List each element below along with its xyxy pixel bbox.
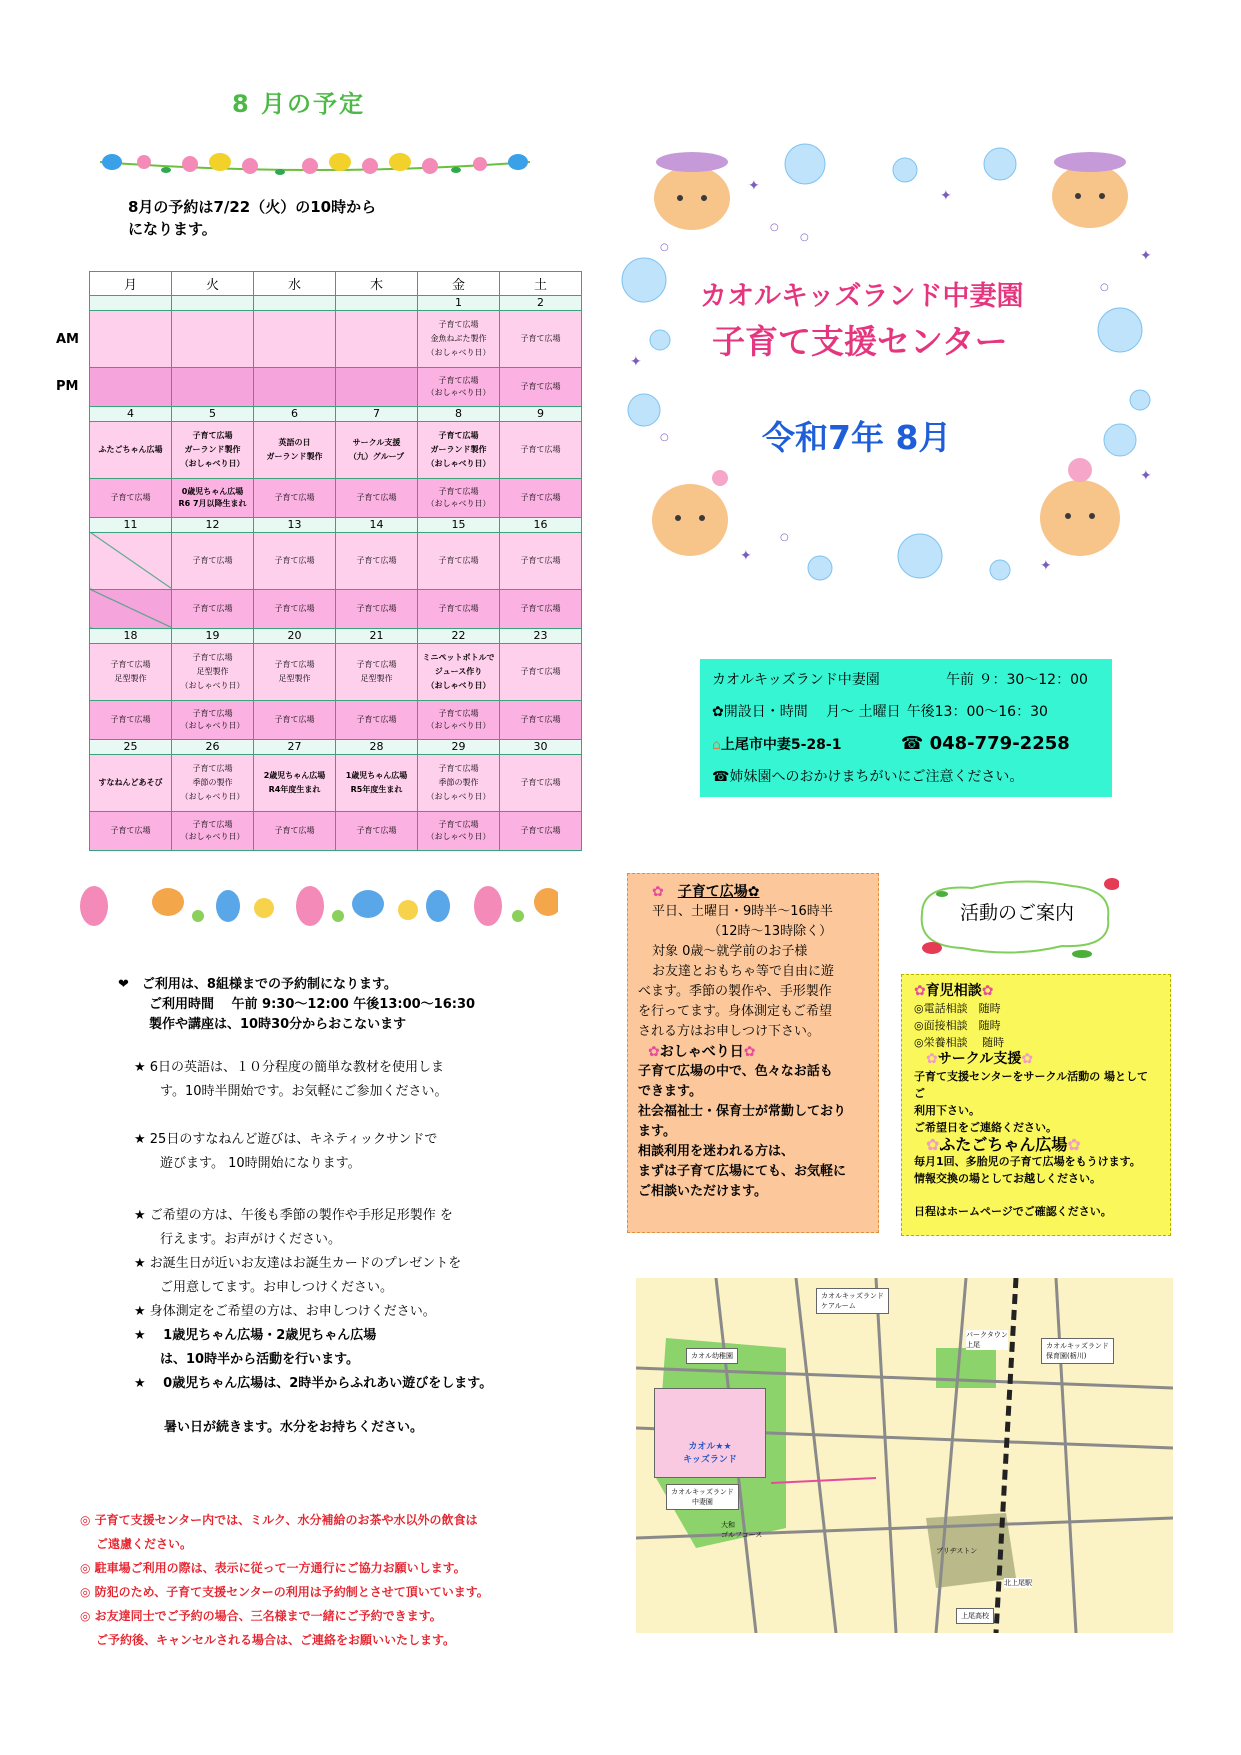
pm-cell xyxy=(172,367,254,406)
flower-garland-decoration xyxy=(100,140,530,184)
pm-cell xyxy=(336,367,418,406)
pm-cell: 子育て広場 （おしゃべり日） xyxy=(418,700,500,739)
circle-title xyxy=(914,1051,1158,1068)
date-cell: 8 xyxy=(418,406,500,421)
caution-text: ☎姉妹園へのおかけまちがいにご注意ください。 xyxy=(712,769,1024,785)
info-row-open xyxy=(712,701,1100,721)
date-row xyxy=(90,406,582,421)
am-cell: 1歳児ちゃん広場 R5年度生まれ xyxy=(336,754,418,811)
note-line: ★ 身体測定をご希望の方は、お申しつけください。 xyxy=(134,1304,436,1319)
am-row xyxy=(90,421,582,478)
address: 上尾市中妻5-28-1 xyxy=(720,737,842,753)
am-cell: 子育て広場 季節の製作 （おしゃべり日） xyxy=(172,754,254,811)
activity-title: 活動のご案内 xyxy=(960,902,1075,924)
pm-cell: 子育て広場 （おしゃべり日） xyxy=(172,700,254,739)
red-note: ご予約後、キャンセルされる場合は、ご連絡をお願いいたします。 xyxy=(96,1633,456,1647)
chat-title-text: おしゃべり日 xyxy=(659,1044,744,1060)
hiroba-line: を行ってます。身体測定もご希望 xyxy=(638,1004,832,1019)
circle-title-text: サークル支援 xyxy=(937,1051,1022,1067)
note-item xyxy=(134,1324,574,1372)
hiroba-line: お友達とおもちゃ等で自由に遊 xyxy=(652,964,835,979)
am-cell xyxy=(336,310,418,367)
note-line: ★ ご希望の方は、午後も季節の製作や手形足形製作 を xyxy=(134,1208,453,1223)
am-cell: ふたごちゃん広場 xyxy=(90,421,172,478)
svg-text:○: ○ xyxy=(660,242,669,253)
chat-line: 社会福祉士・保育士が常勤しており xyxy=(638,1104,847,1119)
hiroba-line: 平日、土曜日・9時半～16時半 xyxy=(652,904,833,919)
date-cell: 23 xyxy=(500,628,582,643)
date-cell: 9 xyxy=(500,406,582,421)
am-cell xyxy=(254,310,336,367)
chat-line: ます。 xyxy=(638,1124,676,1139)
pm-row xyxy=(90,478,582,517)
poster-date: 令和7年 8月 xyxy=(762,418,952,457)
svg-text:○: ○ xyxy=(780,532,789,543)
date-cell: 15 xyxy=(418,517,500,532)
am-cell: 子育て広場 xyxy=(500,532,582,589)
pm-cell: 子育て広場 xyxy=(336,478,418,517)
date-cell: 19 xyxy=(172,628,254,643)
date-cell xyxy=(336,296,418,311)
pm-cell: 子育て広場 xyxy=(254,589,336,628)
pm-cell: 子育て広場 xyxy=(500,811,582,850)
month-title: 8 月の予定 xyxy=(232,90,366,118)
note-line: ★ 0歳児ちゃん広場は、2時半からふれあい遊びをします。 xyxy=(134,1376,493,1391)
poster-title-center: 子育て支援センター xyxy=(712,322,1008,361)
usage-line-3: 製作や講座は、10時30分からおこないます xyxy=(149,1017,407,1032)
hiroba-lines xyxy=(638,902,868,1042)
pm-cell: 子育て広場 xyxy=(500,478,582,517)
date-row xyxy=(90,296,582,311)
pm-cell: 子育て広場 xyxy=(90,700,172,739)
pm-hours: 午後13：00～16：30 xyxy=(906,704,1048,720)
am-cell: 子育て広場 足型製作 （おしゃべり日） xyxy=(172,643,254,700)
twins-line: 情報交換の場としてお越しください。 xyxy=(914,1172,1101,1185)
chat-line: ご相談いただけます。 xyxy=(638,1184,767,1199)
usage-text-1: ご利用は、8組様までの予約制になります。 xyxy=(141,977,397,992)
reservation-line-2: になります。 xyxy=(128,220,217,238)
note-item xyxy=(134,1128,574,1176)
schedule-calendar xyxy=(89,271,582,851)
phone-number: ☎ 048-779-2258 xyxy=(900,733,1070,754)
date-cell: 26 xyxy=(172,739,254,754)
center-poster xyxy=(620,140,1158,588)
hiroba-line: される方はお申しつけ下さい。 xyxy=(638,1024,821,1039)
consult-title xyxy=(914,983,1158,1000)
chat-line: まずは子育て広場にても、お気軽に xyxy=(638,1164,847,1179)
flower-icon: ✿ xyxy=(743,1044,756,1060)
pm-cell: 0歳児ちゃん広場 R6 7月以降生まれ xyxy=(172,478,254,517)
info-row-caution xyxy=(712,766,1100,786)
am-cell: 子育て広場 ガーランド製作 （おしゃべり日） xyxy=(418,421,500,478)
poster-title-facility: カオルキッズランド中妻園 xyxy=(700,281,1024,312)
date-cell: 16 xyxy=(500,517,582,532)
hiroba-line: べます。季節の製作や、手形製作 xyxy=(638,984,832,999)
am-cell: すなねんどあそび xyxy=(90,754,172,811)
map-label-kaoru-kindergarten: カオル幼稚園 xyxy=(686,1348,738,1364)
pm-cell: 子育て広場 （おしゃべり日） xyxy=(418,478,500,517)
date-row xyxy=(90,628,582,643)
consult-line: ◎面接相談 随時 xyxy=(914,1019,1001,1032)
heart-icon: ❤ xyxy=(118,977,129,992)
circle-line: 子育て支援センターをサークル活動の 場としてご xyxy=(914,1070,1149,1100)
pm-cell: 子育て広場 xyxy=(254,811,336,850)
am-cell: 子育て広場 足型製作 xyxy=(90,643,172,700)
date-cell: 21 xyxy=(336,628,418,643)
note-line: 行えます。お声がけください。 xyxy=(160,1232,341,1247)
pm-cell xyxy=(90,367,172,406)
hiroba-title-text: 子育て広場✿ xyxy=(677,884,760,900)
am-cell: サークル支援 （九）グループ xyxy=(336,421,418,478)
map-sign-center: カオル★★ キッズランド xyxy=(654,1388,766,1478)
pm-cell: 子育て広場 xyxy=(500,589,582,628)
date-cell: 29 xyxy=(418,739,500,754)
weekday-header: 土 xyxy=(500,272,582,296)
note-line: す。10時半開始です。お気軽にご参加ください。 xyxy=(160,1084,448,1099)
weekday-header: 水 xyxy=(254,272,336,296)
chat-title xyxy=(638,1042,868,1062)
svg-text:○: ○ xyxy=(770,222,779,233)
date-cell: 4 xyxy=(90,406,172,421)
facility-name: カオルキッズランド中妻園 xyxy=(712,672,880,688)
pm-row xyxy=(90,589,582,628)
note-line: ご用意してます。お申しつけください。 xyxy=(160,1280,393,1295)
info-row-contact xyxy=(712,733,1100,754)
pm-cell xyxy=(254,367,336,406)
svg-text:✦: ✦ xyxy=(748,178,760,194)
note-item xyxy=(134,1056,574,1104)
circle-line: ご希望日をご連絡ください。 xyxy=(914,1121,1057,1134)
red-notes xyxy=(80,1508,489,1652)
chat-line: 子育て広場の中で、色々なお話も xyxy=(638,1064,833,1079)
consult-line: ◎栄養相談 随時 xyxy=(914,1036,1005,1049)
date-cell: 14 xyxy=(336,517,418,532)
usage-line-1 xyxy=(118,975,475,995)
am-cell: 子育て広場 xyxy=(500,310,582,367)
date-cell xyxy=(254,296,336,311)
am-cell: 子育て広場 ガーランド製作 （おしゃべり日） xyxy=(172,421,254,478)
note-line: ★ お誕生日が近いお友達はお誕生カードのプレゼントを xyxy=(134,1256,462,1271)
pm-cell: 子育て広場 （おしゃべり日） xyxy=(172,811,254,850)
am-cell: 英語の日 ガーランド製作 xyxy=(254,421,336,478)
red-note: ◎ 駐車場ご利用の際は、表示に従って一方通行にご協力お願いします。 xyxy=(80,1561,466,1575)
map-label-station: 北上尾駅 xyxy=(1004,1579,1032,1587)
am-cell: 子育て広場 xyxy=(172,532,254,589)
pm-cell: 子育て広場 xyxy=(500,367,582,406)
pm-cell: 子育て広場 xyxy=(336,589,418,628)
info-box xyxy=(700,659,1112,797)
map-label-golf: 大和 ゴルフコース xyxy=(721,1521,763,1539)
date-cell: 20 xyxy=(254,628,336,643)
date-cell: 22 xyxy=(418,628,500,643)
flower-icon: ✿ xyxy=(648,1044,660,1060)
balloon-garland-decoration xyxy=(78,876,558,940)
usage-info xyxy=(118,975,475,1035)
am-row xyxy=(90,310,582,367)
chat-lines xyxy=(638,1062,868,1202)
note-line: は、10時半から活動を行います。 xyxy=(160,1352,360,1367)
date-cell: 1 xyxy=(418,296,500,311)
map-label-high-school: 上尾高校 xyxy=(956,1608,994,1624)
hiroba-line: 対象 0歳～就学前のお子様 xyxy=(652,944,808,959)
am-cell: 子育て広場 足型製作 xyxy=(254,643,336,700)
consult-title-text: 育児相談 xyxy=(925,983,982,999)
note-item xyxy=(134,1204,574,1252)
chat-line: 相談利用を迷われる方は、 xyxy=(638,1144,795,1159)
date-row xyxy=(90,739,582,754)
am-cell: 子育て広場 金魚ねぶた製作 （おしゃべり日） xyxy=(418,310,500,367)
flower-icon: ✿ xyxy=(652,884,664,900)
usage-line-2: ご利用時間 午前 9:30～12:00 午後13:00～16:30 xyxy=(149,997,476,1012)
date-cell: 13 xyxy=(254,517,336,532)
note-item xyxy=(134,1372,574,1396)
date-cell: 30 xyxy=(500,739,582,754)
pm-cell: 子育て広場 xyxy=(418,589,500,628)
note-line: 遊びます。 10時開始になります。 xyxy=(160,1156,361,1171)
hiroba-line: （12時～13時除く） xyxy=(708,924,833,939)
date-cell xyxy=(172,296,254,311)
pm-cell: 子育て広場 （おしゃべり日） xyxy=(418,367,500,406)
am-cell: 子育て広場 xyxy=(500,421,582,478)
am-cell: 子育て広場 xyxy=(336,532,418,589)
svg-text:✦: ✦ xyxy=(1140,248,1152,264)
red-note: ご遠慮ください。 xyxy=(96,1537,193,1551)
flower-icon: ✿ xyxy=(1067,1135,1081,1154)
am-cell: ミニペットボトルで ジュース作り （おしゃべり日） xyxy=(418,643,500,700)
am-row xyxy=(90,754,582,811)
am-cell: 子育て広場 xyxy=(418,532,500,589)
flower-icon: ✿ xyxy=(914,983,926,999)
consult-line: ◎電話相談 随時 xyxy=(914,1002,1001,1015)
flower-icon: ✿ xyxy=(926,1051,938,1067)
chat-line: できます。 xyxy=(638,1084,702,1099)
hiroba-title xyxy=(638,882,868,902)
date-cell: 27 xyxy=(254,739,336,754)
pm-label: PM xyxy=(56,379,79,394)
pm-row xyxy=(90,367,582,406)
open-days: ✿開設日・時間 月～ 土曜日 xyxy=(712,704,901,720)
date-row xyxy=(90,517,582,532)
am-hours: 午前 ９：30～12：00 xyxy=(946,672,1088,688)
twins-line: 毎月1回、多胎児の子育て広場をもうけます。 xyxy=(914,1155,1141,1168)
twins-title-text: ふたごちゃん広場 xyxy=(939,1135,1068,1154)
date-cell: 6 xyxy=(254,406,336,421)
flower-icon: ✿ xyxy=(926,1135,940,1154)
weekday-header-row xyxy=(90,272,582,296)
date-cell: 25 xyxy=(90,739,172,754)
am-cell xyxy=(90,310,172,367)
svg-text:✦: ✦ xyxy=(1040,558,1052,574)
note-line: ★ 25日のすなねんど遊びは、キネティックサンドで xyxy=(134,1132,438,1147)
am-cell: 子育て広場 足型製作 xyxy=(336,643,418,700)
schedule-note: 日程はホームページでご確認ください。 xyxy=(914,1205,1112,1218)
pm-cell xyxy=(90,589,172,628)
access-map xyxy=(636,1278,1173,1633)
weekday-header: 金 xyxy=(418,272,500,296)
pm-cell: 子育て広場 xyxy=(254,478,336,517)
kosodate-hiroba-box xyxy=(627,873,879,1233)
svg-text:✦: ✦ xyxy=(630,354,642,370)
svg-text:○: ○ xyxy=(800,232,809,243)
am-cell: 2歳児ちゃん広場 R4年度生まれ xyxy=(254,754,336,811)
am-cell: 子育て広場 xyxy=(500,643,582,700)
red-note: ◎ お友達同士でご予約の場合、三名様まで一緒にご予約できます。 xyxy=(80,1609,442,1623)
pm-cell: 子育て広場 xyxy=(336,811,418,850)
pm-cell: 子育て広場 xyxy=(90,811,172,850)
map-label-park-town: パークタウン 上尾 xyxy=(966,1331,1008,1349)
reservation-note xyxy=(128,196,508,240)
svg-text:○: ○ xyxy=(660,432,669,443)
date-cell: 18 xyxy=(90,628,172,643)
date-cell xyxy=(90,296,172,311)
weekday-header: 木 xyxy=(336,272,418,296)
svg-text:✦: ✦ xyxy=(1140,468,1152,484)
am-cell xyxy=(172,310,254,367)
pm-cell: 子育て広場 xyxy=(254,700,336,739)
weekday-header: 月 xyxy=(90,272,172,296)
map-label-center: カオルキッズランド 中妻園 xyxy=(666,1484,739,1510)
flower-icon: ✿ xyxy=(1021,1051,1034,1067)
am-label: AM xyxy=(56,332,79,347)
weekday-header: 火 xyxy=(172,272,254,296)
summer-note: 暑い日が続きます。水分をお持ちください。 xyxy=(164,1420,423,1435)
date-cell: 28 xyxy=(336,739,418,754)
am-cell: 子育て広場 季節の製作 （おしゃべり日） xyxy=(418,754,500,811)
pm-row xyxy=(90,811,582,850)
date-cell: 2 xyxy=(500,296,582,311)
date-cell: 5 xyxy=(172,406,254,421)
note-item xyxy=(134,1300,574,1324)
red-note: ◎ 子育て支援センター内では、ミルク、水分補給のお茶や水以外の飲食は xyxy=(80,1513,478,1527)
home-icon: ⌂ xyxy=(712,737,721,753)
circle-line: 利用下さい。 xyxy=(914,1104,980,1117)
svg-text:○: ○ xyxy=(1100,282,1109,293)
svg-text:✦: ✦ xyxy=(740,548,752,564)
note-item xyxy=(134,1252,574,1300)
pm-row xyxy=(90,700,582,739)
am-row xyxy=(90,643,582,700)
info-row-name xyxy=(712,669,1100,689)
date-cell: 11 xyxy=(90,517,172,532)
am-row xyxy=(90,532,582,589)
pm-cell: 子育て広場 xyxy=(336,700,418,739)
red-note: ◎ 防犯のため、子育て支援センターの利用は予約制とさせて頂いています。 xyxy=(80,1585,489,1599)
twins-title xyxy=(914,1136,1158,1153)
map-label-bridgestone: ブリヂストン xyxy=(936,1547,978,1555)
am-cell: 子育て広場 xyxy=(254,532,336,589)
pm-cell: 子育て広場 xyxy=(500,700,582,739)
notes-list xyxy=(134,1056,574,1396)
date-cell: 7 xyxy=(336,406,418,421)
pm-cell: 子育て広場 xyxy=(90,478,172,517)
pm-cell: 子育て広場 xyxy=(172,589,254,628)
svg-text:✦: ✦ xyxy=(940,188,952,204)
note-line: ★ 6日の英語は、１０分程度の簡単な教材を使用しま xyxy=(134,1060,445,1075)
map-label-hoikuen: カオルキッズランド 保育園(栃川) xyxy=(1041,1338,1114,1364)
reservation-line-1: 8月の予約は7/22（火）の10時から xyxy=(128,198,377,216)
map-label-care-room: カオルキッズランド ケアルーム xyxy=(816,1288,889,1314)
am-cell: 子育て広場 xyxy=(500,754,582,811)
activity-info-box xyxy=(901,974,1171,1236)
am-cell xyxy=(90,532,172,589)
note-line: ★ 1歳児ちゃん広場・2歳児ちゃん広場 xyxy=(134,1328,377,1343)
pm-cell: 子育て広場 （おしゃべり日） xyxy=(418,811,500,850)
date-cell: 12 xyxy=(172,517,254,532)
flower-icon: ✿ xyxy=(981,983,994,999)
